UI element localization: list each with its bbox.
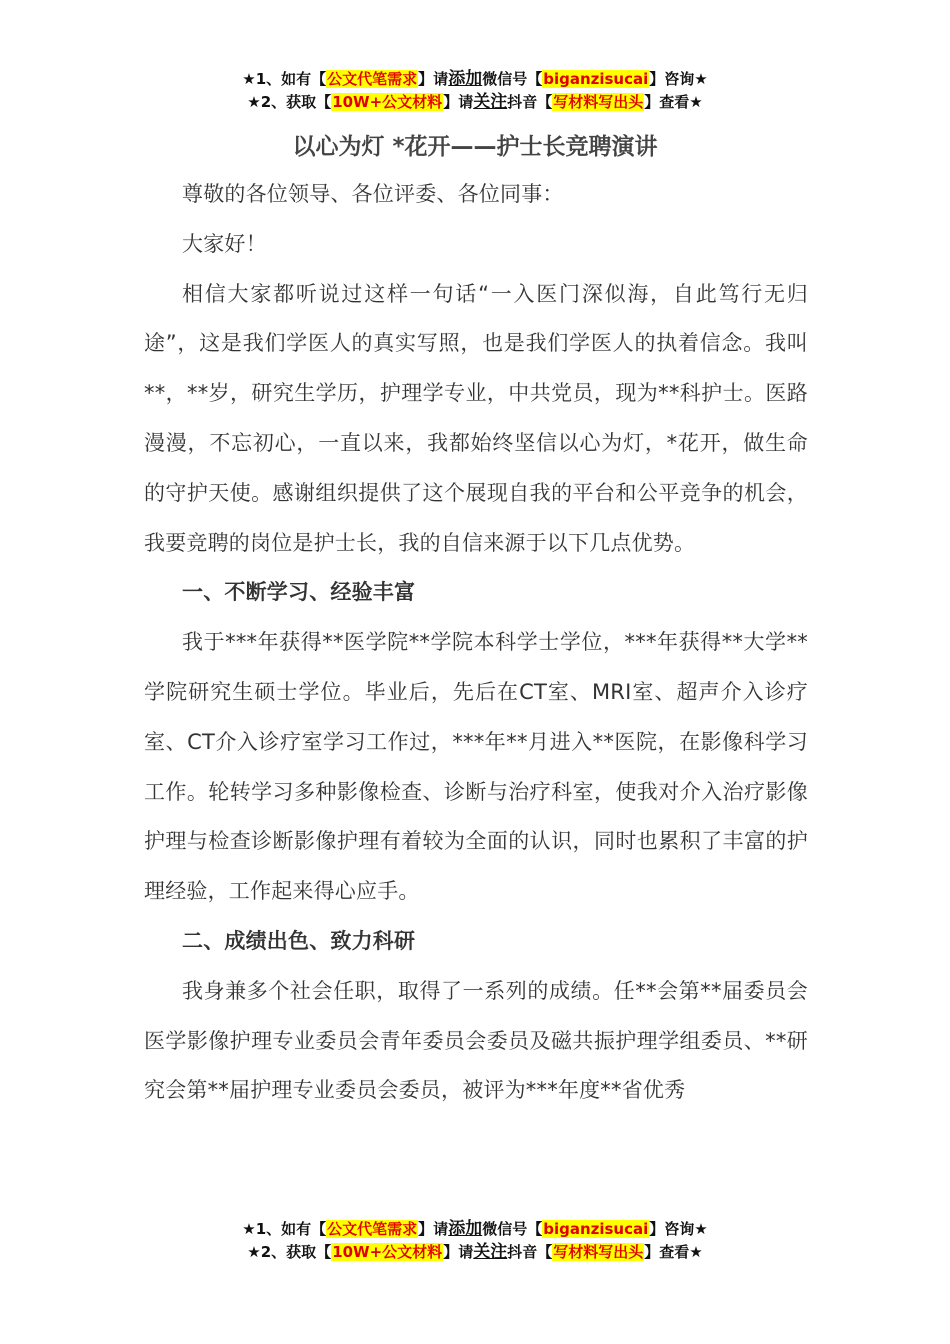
document-title: 以心为灯 *花开——护士长竞聘演讲 <box>292 134 658 160</box>
douyin-id: 写材料写出头 <box>553 93 644 111</box>
underlined-text: 关注 <box>473 1242 508 1262</box>
banner-text: 】咨询★ <box>649 70 708 88</box>
banner-text: ★1、如有【 <box>242 1220 327 1238</box>
banner-text: ★2、获取【 <box>247 1243 332 1261</box>
document-body <box>144 170 808 1116</box>
wechat-id: biganzisucai <box>543 1220 649 1238</box>
banner-text: 】请 <box>443 93 474 111</box>
highlight-text: 10W+公文材料 <box>332 1243 443 1261</box>
banner-text: 】咨询★ <box>649 1220 708 1238</box>
section-heading-2: 二、成绩出色、致力科研 <box>182 928 416 953</box>
underlined-text: 添加 <box>448 1219 483 1239</box>
footer-banner <box>0 1218 950 1264</box>
underlined-text: 添加 <box>448 69 483 89</box>
banner-line-2 <box>0 1241 950 1264</box>
banner-text: 微信号【 <box>482 1220 543 1238</box>
highlight-text: 10W+公文材料 <box>332 93 443 111</box>
banner-text: 抖音【 <box>507 93 553 111</box>
wechat-id: biganzisucai <box>543 70 649 88</box>
section-heading-1: 一、不断学习、经验丰富 <box>182 580 416 605</box>
banner-text: 】查看★ <box>644 93 703 111</box>
greeting: 大家好！ <box>182 231 267 256</box>
douyin-id: 写材料写出头 <box>553 1243 644 1261</box>
underlined-text: 关注 <box>473 92 508 112</box>
section-2-paragraph: 我身兼多个社会任职，取得了一系列的成绩。任**会第**届委员会医学影像护理专业委员会青年委员会委员及磁共振护理学组委员、**研究会第**届护理专业委员会委员，被评为***年度**省优秀 <box>144 978 808 1103</box>
banner-text: 】请 <box>418 70 449 88</box>
banner-text: ★1、如有【 <box>242 70 327 88</box>
banner-text: ★2、获取【 <box>247 93 332 111</box>
salutation: 尊敬的各位领导、各位评委、各位同事： <box>182 182 564 206</box>
highlight-text: 公文代笔需求 <box>327 1220 418 1238</box>
highlight-text: 公文代笔需求 <box>327 70 418 88</box>
banner-line-2 <box>0 91 950 114</box>
banner-text: 微信号【 <box>482 70 543 88</box>
intro-paragraph: 相信大家都听说过这样一句话“一入医门深似海，自此笃行无归途”，这是我们学医人的真实写照，也是我们学医人的执着信念。我叫**，**岁，研究生学历，护理学专业，中共党员，现为**科护士。医路漫漫，不忘初心，一直以来，我都始终坚信以心为灯，*花开，做生命的守护天使。感谢组织提供了这个展现自我的平台和公平竞争的机会，我要竞聘的岗位是护士长，我的自信来源于以下几点优势。 <box>144 281 808 555</box>
banner-text: 】请 <box>443 1243 474 1261</box>
banner-text: 】请 <box>418 1220 449 1238</box>
banner-text: 】查看★ <box>644 1243 703 1261</box>
banner-line-1 <box>0 1218 950 1241</box>
section-1-paragraph: 我于***年获得**医学院**学院本科学士学位，***年获得**大学**学院研究生硕士学位。毕业后，先后在CT室、MRI室、超声介入诊疗室、CT介入诊疗室学习工作过，***年**月进入**医院，在影像科学习工作。轮转学习多种影像检查、诊断与治疗科室，使我对介入治疗影像护理与检查诊断影像护理有着较为全面的认识，同时也累积了丰富的护理经验，工作起来得心应手。 <box>144 630 808 904</box>
banner-line-1 <box>0 68 950 91</box>
header-banner <box>0 68 950 114</box>
banner-text: 抖音【 <box>507 1243 553 1261</box>
